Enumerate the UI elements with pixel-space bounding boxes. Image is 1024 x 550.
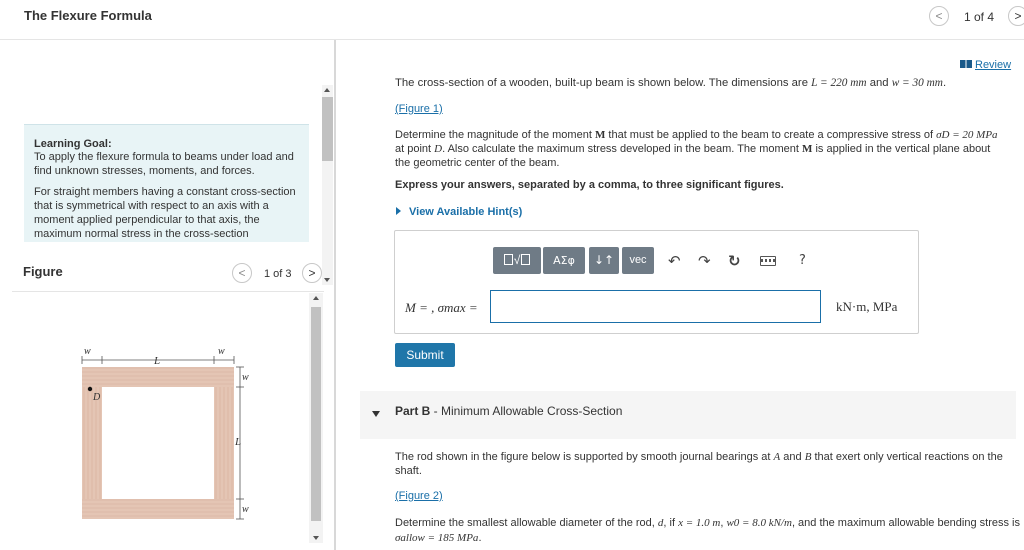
scroll-thumb[interactable]	[311, 307, 321, 521]
dim-w-right-bottom: w	[242, 504, 249, 515]
problem-statement: The cross-section of a wooden, built-up beam is shown below. The dimensions are L = 220 mm and w = 30 mm.	[395, 77, 947, 89]
greek-symbols-button[interactable]: ΑΣφ	[543, 247, 585, 274]
figure-heading: Figure	[23, 264, 63, 279]
part-a-question: Determine the magnitude of the moment M that must be applied to the beam to create a compressive stress of σD = 20 MPa at point D. Also calculate the maximum stress developed in the beam. The moment M is applied in the vertical plane about the geometric center of the beam.	[395, 129, 998, 169]
template-box-icon	[521, 254, 530, 265]
panel-divider[interactable]	[334, 40, 336, 550]
answer-instructions: Express your answers, separated by a comma, to three significant figures.	[395, 179, 784, 191]
learning-goal-title: Learning Goal:	[34, 138, 112, 150]
figure-counter: 1 of 3	[264, 268, 292, 280]
answer-label: M = , σmax =	[405, 300, 478, 315]
top-flange	[82, 367, 234, 387]
scroll-down-arrow-icon[interactable]	[313, 536, 319, 540]
scroll-up-arrow-icon[interactable]	[313, 296, 319, 300]
templates-button[interactable]: √	[493, 247, 541, 274]
scroll-up-arrow-icon[interactable]	[324, 88, 330, 92]
left-web	[82, 387, 102, 499]
right-web	[214, 387, 234, 499]
part-b-question: Determine the smallest allowable diameter of the rod, d, if x = 1.0 m, w0 = 8.0 kN/m, and the maximum allowable bending stress is σallow = 185 MPa.	[395, 517, 1020, 544]
book-icon	[960, 60, 972, 68]
figure-1-link[interactable]: (Figure 1)	[395, 103, 443, 115]
scroll-thumb[interactable]	[322, 97, 333, 161]
help-icon[interactable]: ?	[799, 253, 806, 268]
part-b-title: Part B - Minimum Allowable Cross-Section	[395, 404, 623, 418]
scroll-down-arrow-icon[interactable]	[324, 278, 330, 282]
answer-box	[394, 230, 919, 334]
learning-goal-text: To apply the flexure formula to beams under load and find unknown stresses, moments, and forces.	[34, 151, 294, 177]
answer-input[interactable]	[490, 290, 821, 323]
keyboard-icon[interactable]	[760, 256, 776, 266]
point-d-marker	[88, 387, 92, 391]
dim-w-top-left: w	[84, 346, 91, 357]
figure-divider	[12, 291, 324, 292]
learning-goal-description: For straight members having a constant cross-section that is symmetrical with respect to an axis with a moment applied perpendicular to that axis, the maximum normal stress in the cross-section	[34, 186, 296, 240]
dim-l-top: L	[154, 355, 161, 367]
dim-l-right: L	[235, 436, 242, 448]
template-box-icon	[504, 254, 513, 265]
beam-cross-section-figure[interactable]	[70, 342, 270, 532]
part-b-header[interactable]	[360, 391, 1016, 439]
figure-prev-button[interactable]: <	[232, 263, 252, 283]
submit-button[interactable]: Submit	[395, 343, 455, 367]
dim-w-top-right: w	[218, 346, 225, 357]
subscript-superscript-button[interactable]: ↓↑	[589, 247, 619, 274]
bottom-flange	[82, 499, 234, 519]
vector-button[interactable]: vec	[622, 247, 654, 274]
figure-scrollbar[interactable]	[309, 293, 323, 543]
item-counter: 1 of 4	[964, 10, 995, 24]
review-link[interactable]: Review	[960, 59, 1011, 71]
next-item-button[interactable]: >	[1008, 6, 1024, 26]
page-title: The Flexure Formula	[24, 8, 152, 23]
learning-goal-scrollbar[interactable]	[322, 85, 333, 285]
redo-icon[interactable]: ↷	[698, 252, 711, 270]
figure-2-link[interactable]: (Figure 2)	[395, 490, 443, 502]
prev-item-button[interactable]: <	[929, 6, 949, 26]
figure-next-button[interactable]: >	[302, 263, 322, 283]
header	[0, 0, 1024, 40]
view-hints-link[interactable]: View Available Hint(s)	[396, 206, 522, 218]
dim-w-right-top: w	[242, 372, 249, 383]
undo-icon[interactable]: ↶	[668, 252, 681, 270]
part-b-statement: The rod shown in the figure below is supported by smooth journal bearings at A and B that exert only vertical reactions on the shaft.	[395, 451, 1003, 477]
answer-units: kN·m, MPa	[836, 299, 898, 314]
collapse-arrow-icon[interactable]	[372, 411, 380, 417]
expand-arrow-icon	[396, 207, 401, 215]
reset-icon[interactable]: ↻	[728, 252, 741, 270]
point-d-label: D	[93, 392, 101, 403]
learning-goal-box	[24, 124, 309, 242]
